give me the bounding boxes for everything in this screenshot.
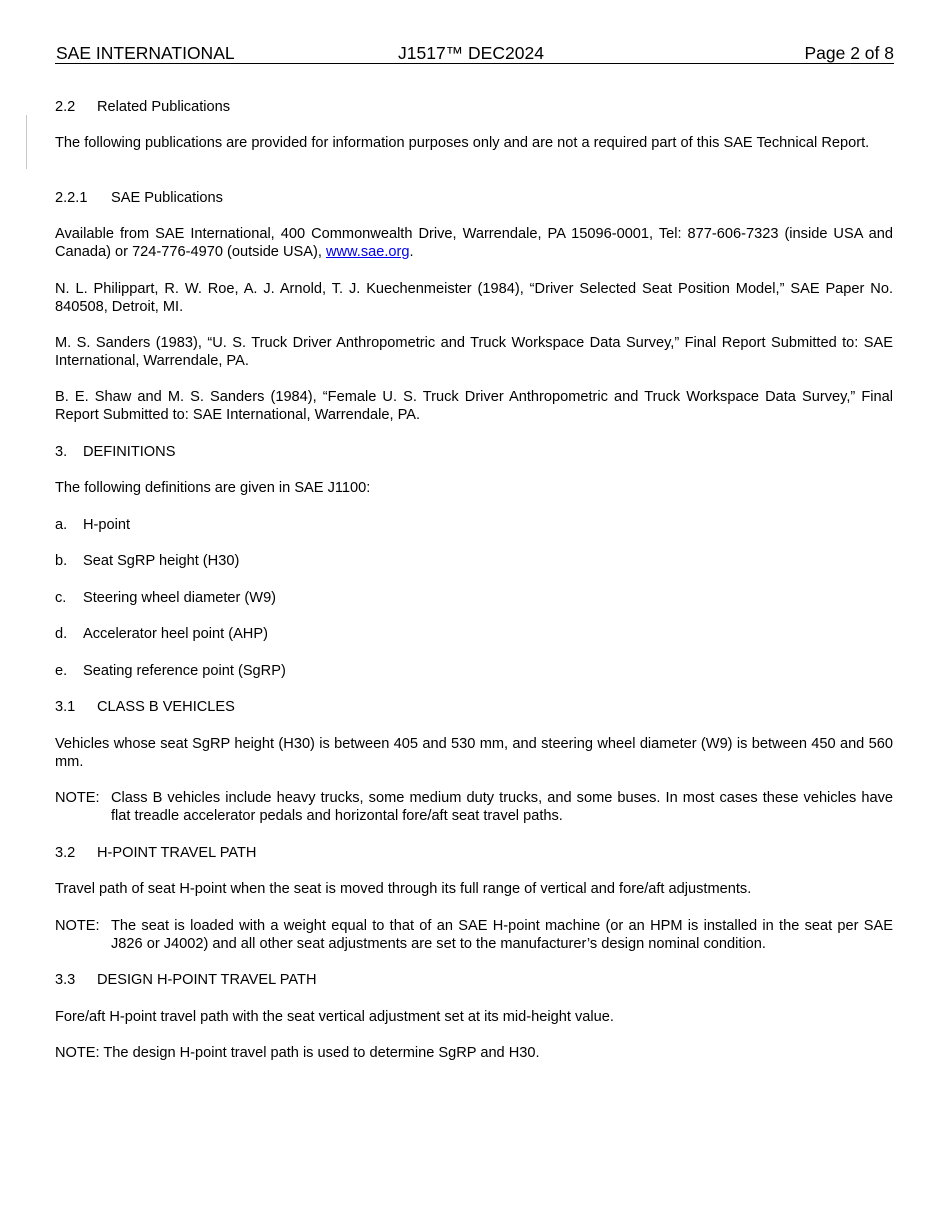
section-title: CLASS B VEHICLES — [97, 699, 235, 715]
section-number: 3.3 — [55, 972, 76, 988]
revision-margin-bar — [26, 115, 27, 169]
availability-paragraph — [55, 225, 893, 261]
note-text: Class B vehicles include heavy trucks, some medium duty trucks, and some buses. In most cases these vehicles have flat treadle accelerator pedals and horizontal fore/aft seat travel paths. — [111, 790, 893, 824]
definitions-intro: The following definitions are given in SAE J1100: — [55, 480, 371, 496]
definition-list-item — [55, 552, 893, 570]
definition-list-item — [55, 625, 893, 643]
note-label: NOTE: — [55, 918, 100, 934]
list-label: c. — [55, 590, 67, 606]
section-3-3-text: Fore/aft H-point travel path with the seat vertical adjustment set at its mid-height value. — [55, 1009, 614, 1025]
section-3-1-note — [55, 789, 893, 825]
definition-list-item — [55, 662, 893, 680]
list-label: a. — [55, 517, 68, 533]
section-3-2-text: Travel path of seat H-point when the seat is moved through its full range of vertical and fore/aft adjustments. — [55, 881, 752, 897]
section-3-3-heading — [55, 971, 893, 989]
list-text: Accelerator heel point (AHP) — [83, 626, 268, 642]
list-text: Seat SgRP height (H30) — [83, 553, 240, 569]
availability-text: Available from SAE International, 400 Commonwealth Drive, Warrendale, PA 15096-0001, Tel: 877-606-7323 (inside USA and Canada) or 724-776-4970 (outside USA), — [55, 226, 893, 260]
reference-item: M. S. Sanders (1983), “U. S. Truck Driver Anthropometric and Truck Workspace Data Survey,” Final Report Submitted to: SAE International, Warrendale, PA. — [55, 335, 893, 369]
reference-item: N. L. Philippart, R. W. Roe, A. J. Arnold, T. J. Kuechenmeister (1984), “Driver Selected Seat Position Model,” SAE Paper No. 840508, Detroit, MI. — [55, 281, 893, 315]
section-3-3-note: NOTE: The design H-point travel path is used to determine SgRP and H30. — [55, 1045, 540, 1061]
section-3-2-heading — [55, 844, 893, 862]
list-label: d. — [55, 626, 68, 642]
sae-website-link[interactable]: www.sae.org — [325, 244, 410, 260]
header-document-id: J1517™ DEC2024 — [398, 43, 544, 63]
section-number: 3.2 — [55, 845, 76, 861]
availability-end: . — [409, 244, 414, 260]
section-3-2-note — [55, 917, 893, 953]
list-text: H-point — [83, 517, 131, 533]
section-title: DEFINITIONS — [83, 444, 176, 460]
section-3-1-heading — [55, 698, 893, 716]
list-label: b. — [55, 553, 68, 569]
section-title: Related Publications — [97, 99, 231, 115]
list-text: Seating reference point (SgRP) — [83, 663, 286, 679]
section-number: 3. — [55, 444, 68, 460]
running-header — [55, 42, 894, 64]
section-2-2-intro: The following publications are provided for information purposes only and are not a required part of this SAE Technical Report. — [55, 135, 870, 151]
section-number: 2.2.1 — [55, 190, 88, 206]
note-label: NOTE: — [55, 790, 100, 806]
section-3-1-text: Vehicles whose seat SgRP height (H30) is between 405 and 530 mm, and steering wheel diameter (W9) is between 450 and 560 mm. — [55, 736, 893, 770]
section-title: SAE Publications — [111, 190, 223, 206]
page-header-container — [55, 42, 894, 64]
header-organization: SAE INTERNATIONAL — [56, 43, 235, 63]
section-title: DESIGN H-POINT TRAVEL PATH — [97, 972, 317, 988]
section-2-2-heading — [55, 98, 893, 116]
definition-list-item — [55, 589, 893, 607]
definition-list-item — [55, 516, 893, 534]
section-number: 3.1 — [55, 699, 76, 715]
section-2-2-1-heading — [55, 189, 893, 207]
section-number: 2.2 — [55, 99, 76, 115]
section-3-heading — [55, 443, 893, 461]
list-text: Steering wheel diameter (W9) — [83, 590, 277, 606]
section-title: H-POINT TRAVEL PATH — [97, 845, 257, 861]
list-label: e. — [55, 663, 68, 679]
header-page-number: Page 2 of 8 — [804, 43, 894, 63]
reference-item: B. E. Shaw and M. S. Sanders (1984), “Female U. S. Truck Driver Anthropometric and Truck Workspace Data Survey,” Final Report Submitted to: SAE International, Warrendale, PA. — [55, 389, 893, 423]
note-text: The seat is loaded with a weight equal to that of an SAE H-point machine (or an HPM is installed in the seat per SAE J826 or J4002) and all other seat adjustments are set to the manufacturer’s design nominal condition. — [111, 918, 893, 952]
